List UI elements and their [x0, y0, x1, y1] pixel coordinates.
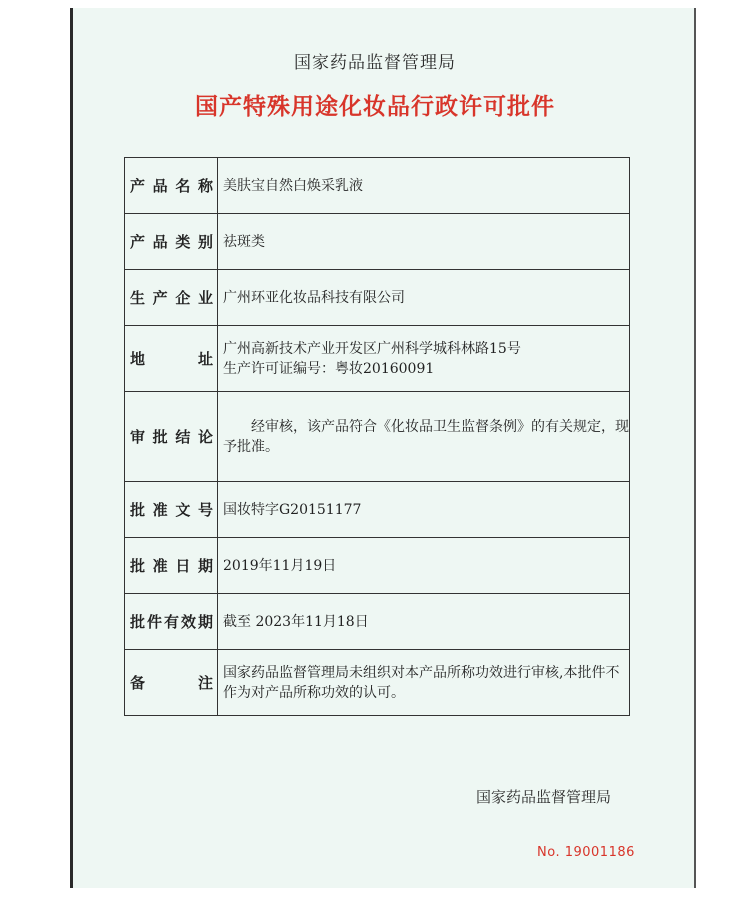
row-value: 美肤宝自然白焕采乳液 — [218, 158, 630, 214]
table-row-product-category — [125, 214, 630, 270]
label-char: 批 — [152, 428, 168, 446]
row-value: 截至 2023年11月18日 — [218, 594, 630, 650]
table-row-remarks — [125, 650, 630, 716]
label-char: 文 — [175, 501, 191, 519]
label-char: 名 — [175, 177, 191, 195]
row-value: 国家药品监督管理局未组织对本产品所称功效进行审核,本批件不作为对产品所称功效的认可。 — [218, 650, 630, 716]
label-char: 批 — [130, 501, 146, 519]
issuing-authority: 国家药品监督管理局 — [294, 53, 456, 73]
row-label — [125, 611, 217, 632]
row-label — [125, 175, 217, 196]
table-row-manufacturer — [125, 270, 630, 326]
table-row-product-name — [125, 158, 630, 214]
label-char: 批 — [130, 557, 146, 575]
label-char: 备 — [130, 674, 146, 692]
label-char: 期 — [197, 613, 213, 631]
label-char: 别 — [197, 233, 213, 251]
table-row-approval-number — [125, 482, 630, 538]
label-char: 效 — [180, 613, 196, 631]
label-char: 址 — [197, 350, 213, 368]
sheet-right-edge — [694, 8, 696, 888]
row-label — [125, 231, 217, 252]
label-char: 日 — [175, 557, 191, 575]
row-label — [125, 348, 217, 369]
row-label — [125, 499, 217, 520]
label-char: 件 — [146, 613, 162, 631]
label-char: 业 — [197, 289, 213, 307]
label-char: 称 — [197, 177, 213, 195]
row-value: 经审核，该产品符合《化妆品卫生监督条例》的有关规定，现予批准。 — [223, 418, 629, 455]
label-char: 号 — [197, 501, 213, 519]
table-row-address — [125, 326, 630, 392]
row-value: 广州环亚化妆品科技有限公司 — [218, 270, 630, 326]
row-value: 2019年11月19日 — [218, 538, 630, 594]
label-char: 审 — [130, 428, 146, 446]
address-line: 广州高新技术产业开发区广州科学城科林路15号 — [223, 340, 521, 357]
row-label — [125, 287, 217, 308]
table-row-approval-date — [125, 538, 630, 594]
row-value — [218, 326, 630, 392]
label-char: 地 — [130, 350, 146, 368]
serial-number: No. 19001186 — [537, 845, 635, 860]
label-char: 企 — [175, 289, 191, 307]
label-char: 准 — [152, 557, 168, 575]
label-char: 准 — [152, 501, 168, 519]
document-title: 国产特殊用途化妆品行政许可批件 — [195, 93, 555, 120]
label-char: 有 — [163, 613, 179, 631]
label-char: 产 — [130, 233, 146, 251]
label-char: 结 — [175, 428, 191, 446]
approval-table — [124, 157, 630, 716]
label-char: 产 — [152, 289, 168, 307]
label-char: 产 — [130, 177, 146, 195]
row-value: 国妆特字G20151177 — [218, 482, 630, 538]
label-char: 期 — [197, 557, 213, 575]
label-char: 注 — [197, 674, 213, 692]
label-char: 类 — [175, 233, 191, 251]
label-char: 批 — [130, 613, 146, 631]
table-row-validity — [125, 594, 630, 650]
row-label — [125, 672, 217, 693]
label-char: 生 — [130, 289, 146, 307]
row-label — [125, 426, 217, 447]
label-char: 论 — [197, 428, 213, 446]
row-label — [125, 555, 217, 576]
label-char: 品 — [152, 233, 168, 251]
sheet-left-edge — [70, 8, 73, 888]
table-row-conclusion — [125, 392, 630, 482]
signature-authority: 国家药品监督管理局 — [476, 788, 612, 806]
license-line: 生产许可证编号：粤妆20160091 — [223, 360, 435, 377]
row-value: 祛斑类 — [218, 214, 630, 270]
label-char: 品 — [152, 177, 168, 195]
